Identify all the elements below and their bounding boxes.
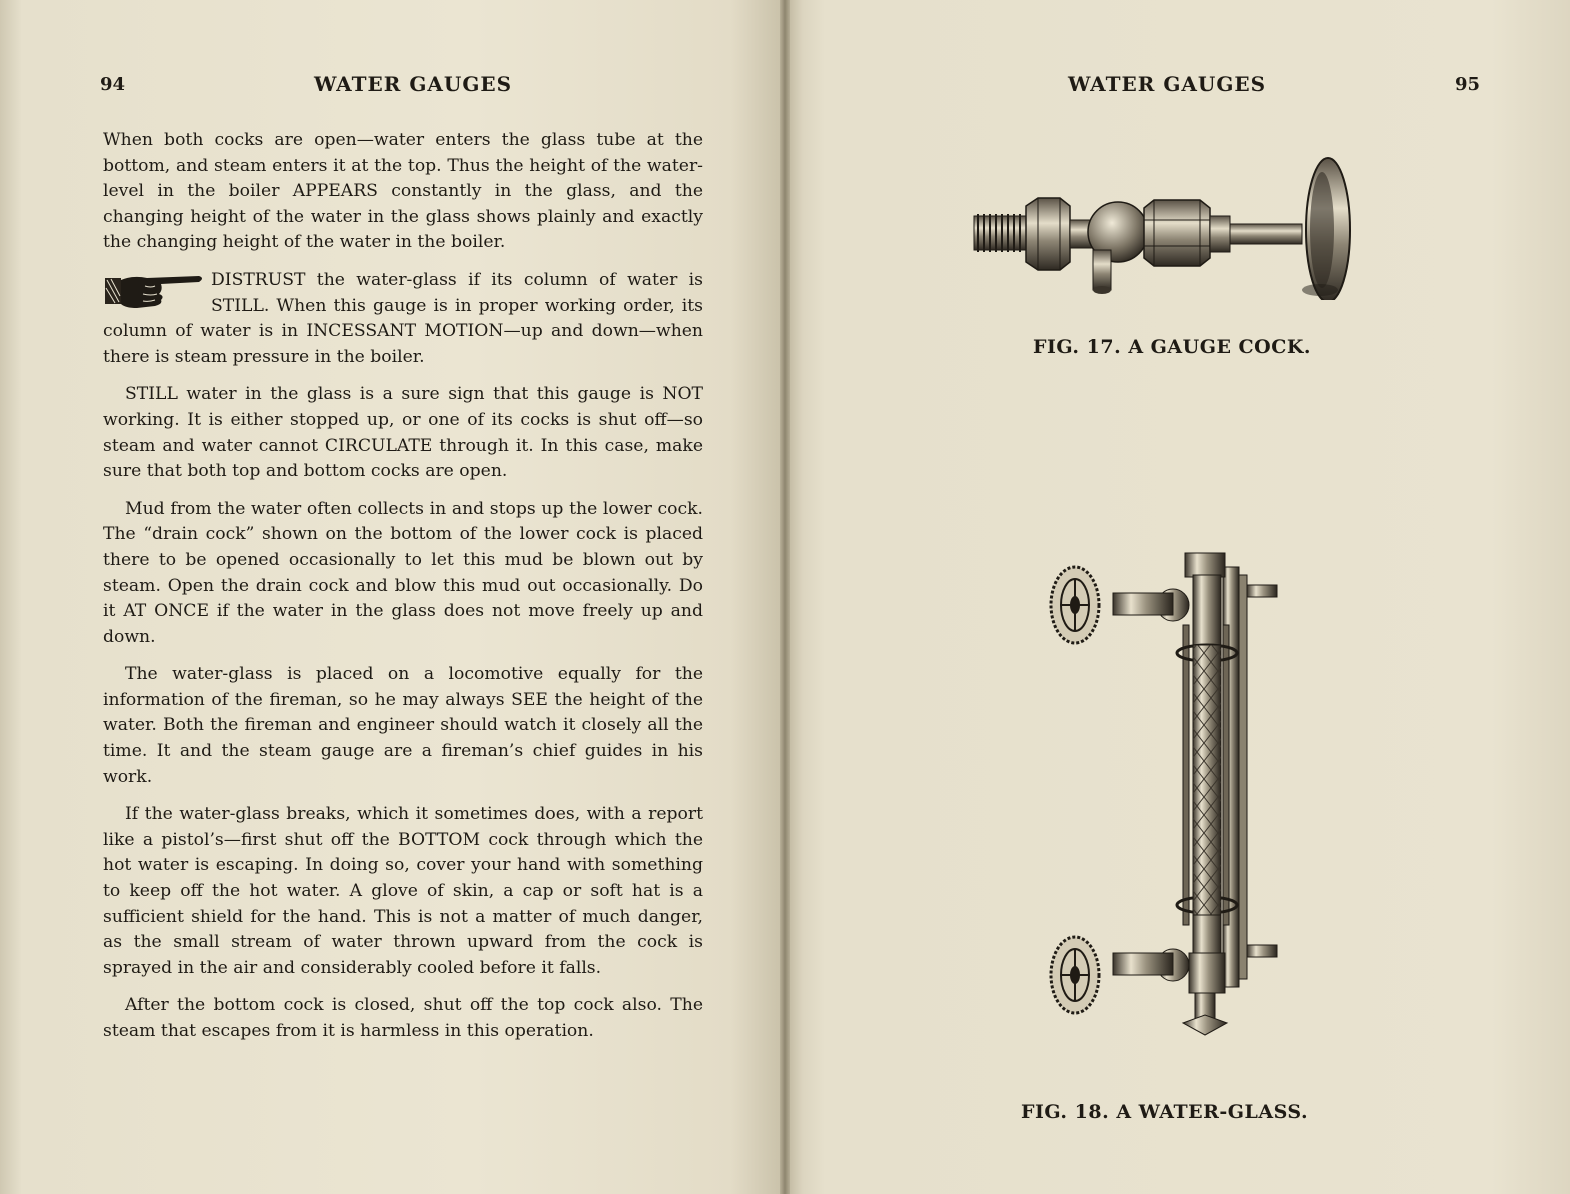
paragraph-7: After the bottom cock is closed, shut off the top cock also. The steam that escapes from it is harmless in this operation. [103,995,703,1041]
paragraph-3: STILL water in the glass is a sure sign that this gauge is NOT working. It is either stopped up, or one of its cocks is shut off—so steam and water cannot CIRCULATE through it. In this case, make sure that both top and bottom cocks are open. [103,384,703,482]
running-head-left: WATER GAUGES [314,72,513,96]
fig17-caption: FIG. 17. A GAUGE COCK. [1033,336,1311,358]
paragraph-5: The water-glass is placed on a locomotive equally for the information of the fireman, so he may always SEE the height of the water. Both the fireman and engineer should watch it closely all the time. It and the steam gauge are a fireman’s chief guides in his work. [103,664,703,787]
gauge-cock-illustration [968,150,1378,300]
page-number-left: 94 [100,74,126,95]
paragraph-2: DISTRUST the water-glass if its column of water is STILL. When this gauge is in proper working order, its column of water is in INCESSANT MOTION—up and down—when there is steam pressure in the boiler. [103,269,703,367]
paragraph-4: Mud from the water often collects in and stops up the lower cock. The “drain cock” shown on the bottom of the lower cock is placed there to be opened occasionally to let this mud be blown out by steam. Open the drain cock and blow this mud out occasionally. Do it AT ONCE if the water in the glass does not move freely up and down. [103,498,703,647]
pointing-hand-icon [103,270,207,312]
water-glass-illustration [1043,545,1303,1050]
fig18-caption: FIG. 18. A WATER-GLASS. [1021,1101,1309,1123]
left-body-text [103,128,703,1057]
right-page [785,0,1570,1194]
paragraph-6: If the water-glass breaks, which it sometimes does, with a report like a pistol’s—first shut off the BOTTOM cock through which the hot water is escaping. In doing so, cover your hand with something to keep off the hot water. A glove of skin, a cap or soft hat is a sufficient shield for the hand. This is not a matter of much danger, as the small stream of water thrown upward from the cock is sprayed in the air and considerably cooled before it falls. [103,804,703,978]
book-spine [780,0,790,1194]
page-number-right: 95 [1455,74,1481,95]
paragraph-2-wrap [103,268,703,370]
running-head-right: WATER GAUGES [1068,72,1267,96]
paragraph-1: When both cocks are open—water enters the glass tube at the bottom, and steam enters it at the top. Thus the height of the water-level in the boiler APPEARS constantly in the glass, and the changing height of the water in the glass shows plainly and exactly the changing height of the water in the boiler. [103,130,703,253]
